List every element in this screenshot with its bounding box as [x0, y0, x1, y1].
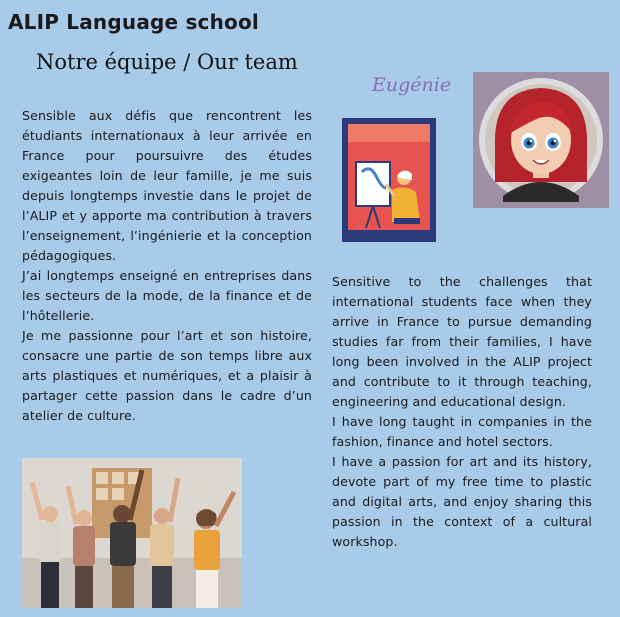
bio-en-paragraph: I have a passion for art and its history, devote part of my free time to plastic and digital arts, and enjoy sharing this passion in the context of a cultural workshop.	[332, 454, 592, 549]
avatar	[473, 72, 609, 208]
page-title: Notre équipe / Our team	[36, 50, 298, 74]
bio-fr-paragraph: Sensible aux défis que rencontrent les étudiants internationaux à leur arrivée en France pour poursuivre des études exigeantes loin de leur famille, je me suis depuis longtemps investie dans le projet de l’ALIP et y apporte ma contribution à travers l’enseignement, l’ingénierie et la conception pédagogiques.	[22, 108, 312, 263]
bio-fr-paragraph: J’ai longtemps enseigné en entreprises dans les secteurs de la mode, de la finance et de l’hôtellerie.	[22, 268, 312, 323]
bio-en-paragraph: Sensitive to the challenges that international students face when they arrive in France to pursue demanding studies far from their families, I have long been involved in the ALIP project and contribute to it through teaching, engineering and educational design.	[332, 274, 592, 409]
school-title: ALIP Language school	[8, 10, 259, 34]
bio-english	[332, 272, 592, 552]
bio-en-paragraph: I have long taught in companies in the fashion, finance and hotel sectors.	[332, 414, 592, 449]
artist-window-illustration	[342, 118, 436, 242]
team-photo	[22, 458, 242, 608]
bio-french	[22, 106, 312, 426]
bio-fr-paragraph: Je me passionne pour l’art et son histoire, consacre une partie de son temps libre aux arts plastiques et numériques, et a plaisir à partager cette passion dans le cadre d’un atelier de culture.	[22, 328, 312, 423]
member-name: Eugénie	[372, 74, 452, 96]
